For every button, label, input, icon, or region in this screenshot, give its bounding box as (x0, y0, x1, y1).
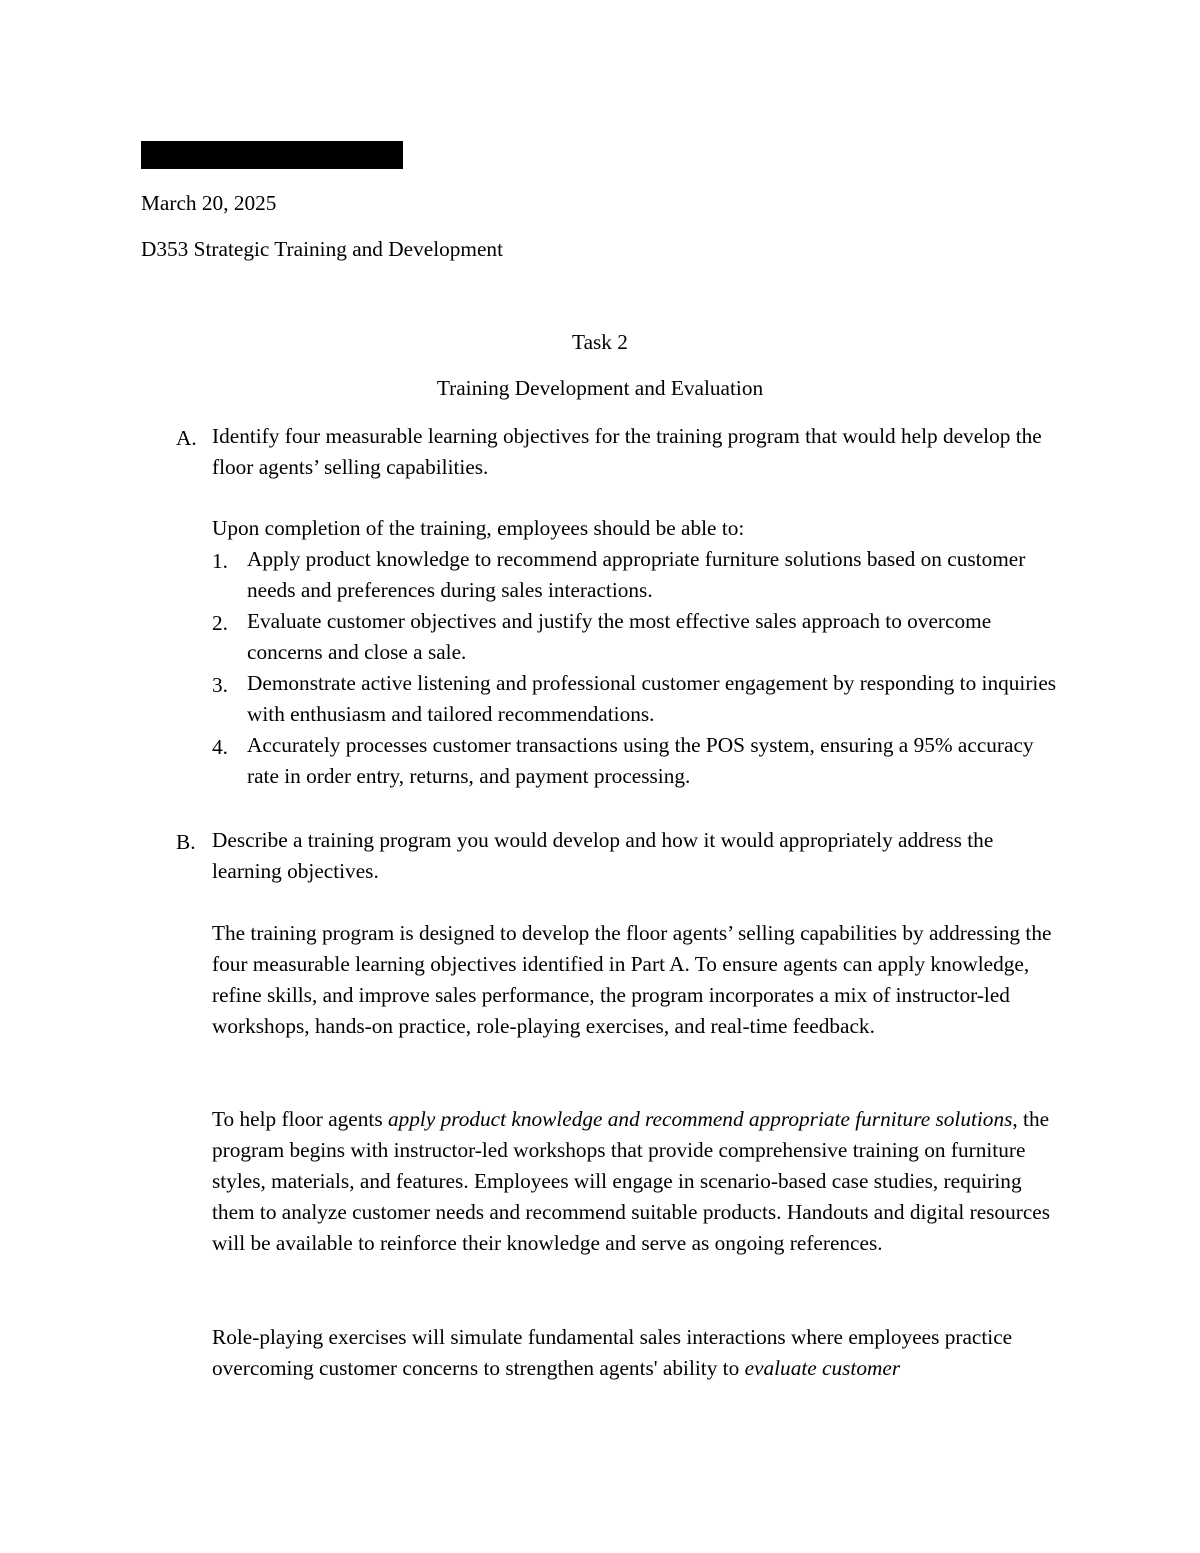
paragraph-3-italic: evaluate customer (744, 1356, 901, 1381)
objective-number: 4. (212, 735, 228, 759)
objective-text: Accurately processes customer transactions using the POS system, ensuring a 95% accuracy rate in order entry, returns, and payment processing. (247, 733, 1034, 789)
redacted-name-block (141, 141, 403, 169)
objective-number: 2. (212, 611, 228, 635)
section-b-paragraph-2 (212, 1104, 1062, 1259)
objective-text: Apply product knowledge to recommend appropriate furniture solutions based on customer needs and preferences during sales interactions. (247, 547, 1026, 603)
section-b-paragraph-1: The training program is designed to develop the floor agents’ selling capabilities by addressing the four measurable learning objectives identified in Part A. To ensure agents can apply knowledge, refine skills, and improve sales performance, the program incorporates a mix of instructor-led workshops, hands-on practice, role-playing exercises, and real-time feedback. (212, 921, 1052, 1039)
paragraph-2-rest: , the program begins with instructor-led workshops that provide comprehensive training on furniture styles, materials, and features. Employees will engage in scenario-based case studies, requiring them to analyze customer needs and recommend suitable products. Handouts and digital resources will be available to reinforce their knowledge and serve as ongoing references. (212, 1107, 1051, 1256)
section-a-prompt: Identify four measurable learning objectives for the training program that would help develop the floor agents’ selling capabilities. (212, 424, 1042, 480)
section-b-paragraph-3 (212, 1322, 1062, 1384)
paragraph-3-lead: Role-playing exercises will simulate fundamental sales interactions where employees practice overcoming customer concerns to strengthen agents' ability to (212, 1325, 1013, 1381)
objective-number: 3. (212, 673, 228, 697)
section-b-prompt: Describe a training program you would develop and how it would appropriately address the learning objectives. (212, 828, 994, 884)
section-b-marker: B. (176, 830, 196, 854)
objective-text: Evaluate customer objectives and justify the most effective sales approach to overcome concerns and close a sale. (247, 609, 992, 665)
document-date: March 20, 2025 (141, 191, 277, 215)
paragraph-2-lead: To help floor agents (212, 1107, 388, 1131)
section-a-marker: A. (176, 426, 197, 450)
objective-number: 1. (212, 549, 228, 573)
course-title: D353 Strategic Training and Development (141, 237, 503, 261)
paragraph-2-italic: apply product knowledge and recommend appropriate furniture solutions (387, 1107, 1013, 1131)
section-a-intro: Upon completion of the training, employees should be able to: (212, 516, 745, 540)
task-heading: Task 2 (572, 330, 628, 354)
document-subtitle: Training Development and Evaluation (436, 376, 764, 400)
objective-text: Demonstrate active listening and professional customer engagement by responding to inquiries with enthusiasm and tailored recommendations. (247, 671, 1057, 727)
